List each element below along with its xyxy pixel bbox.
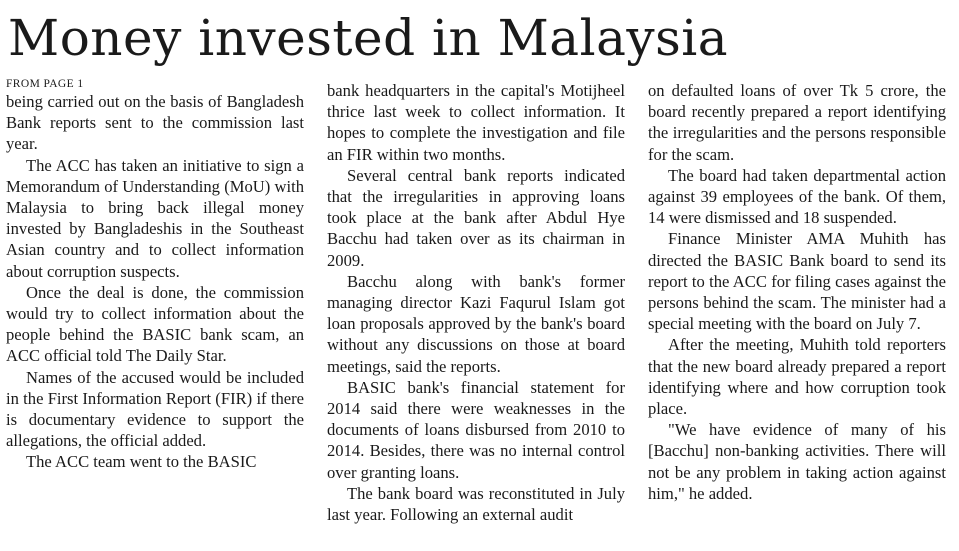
paragraph: The bank board was reconstituted in July last year. Following an external audit — [327, 483, 625, 525]
article-column-2 — [327, 80, 625, 525]
paragraph: After the meeting, Muhith told reporters that the new board already prepared a report identifying where and how corruption took place. — [648, 335, 946, 419]
headline: Money invested in Malaysia — [8, 9, 729, 67]
paragraph: The ACC team went to the BASIC — [26, 452, 257, 472]
paragraph: "We have evidence of many of his [Bacchu] non-banking activities. There will not be any problem in taking action against him," he added. — [648, 420, 946, 503]
paragraph: bank headquarters in the capital's Motijheel thrice last week to collect information. It hopes to complete the investigation and file an FIR within two months. — [327, 81, 625, 164]
paragraph: Names of the accused would be included in the First Information Report (FIR) if there is documentary evidence to support the allegations, the official added. — [6, 367, 304, 451]
paragraph: BASIC bank's financial statement for 2014 said there were weaknesses in the documents of loans disbursed from 2010 to 2014. Besides, there was no internal control over granting loans. — [327, 377, 625, 482]
paragraph: being carried out on the basis of Bangladesh Bank reports sent to the commission last year. — [6, 92, 304, 154]
article-column-3 — [648, 80, 946, 504]
paragraph: The ACC has taken an initiative to sign a Memorandum of Understanding (MoU) with Malaysia to bring back illegal money invested by Bangladeshis in the Southeast Asian country and to collect information about corruption suspects. — [6, 155, 304, 281]
paragraph: on defaulted loans of over Tk 5 crore, the board recently prepared a report identifying the irregularities and the persons responsible for the scam. — [648, 81, 946, 164]
paragraph: Once the deal is done, the commission would try to collect information about the people behind the BASIC bank scam, an ACC official told The Daily Star. — [6, 282, 304, 366]
paragraph: Bacchu along with bank's former managing director Kazi Faqurul Islam got loan proposals approved by the bank's board without any discussions on those at board meetings, said the reports. — [327, 271, 625, 376]
paragraph: Finance Minister AMA Muhith has directed the BASIC Bank board to send its report to the ACC for filing cases against the persons behind the scam. The minister had a special meeting with the board on July 7. — [648, 229, 946, 334]
kicker-from-page: FROM PAGE 1 — [6, 78, 84, 90]
paragraph: The board had taken departmental action against 39 employees of the bank. Of them, 14 were dismissed and 18 suspended. — [648, 165, 946, 228]
article-column-1 — [6, 78, 304, 473]
paragraph: Several central bank reports indicated that the irregularities in approving loans took place at the bank after Abdul Hye Bacchu had taken over as its chairman in 2009. — [327, 165, 625, 270]
